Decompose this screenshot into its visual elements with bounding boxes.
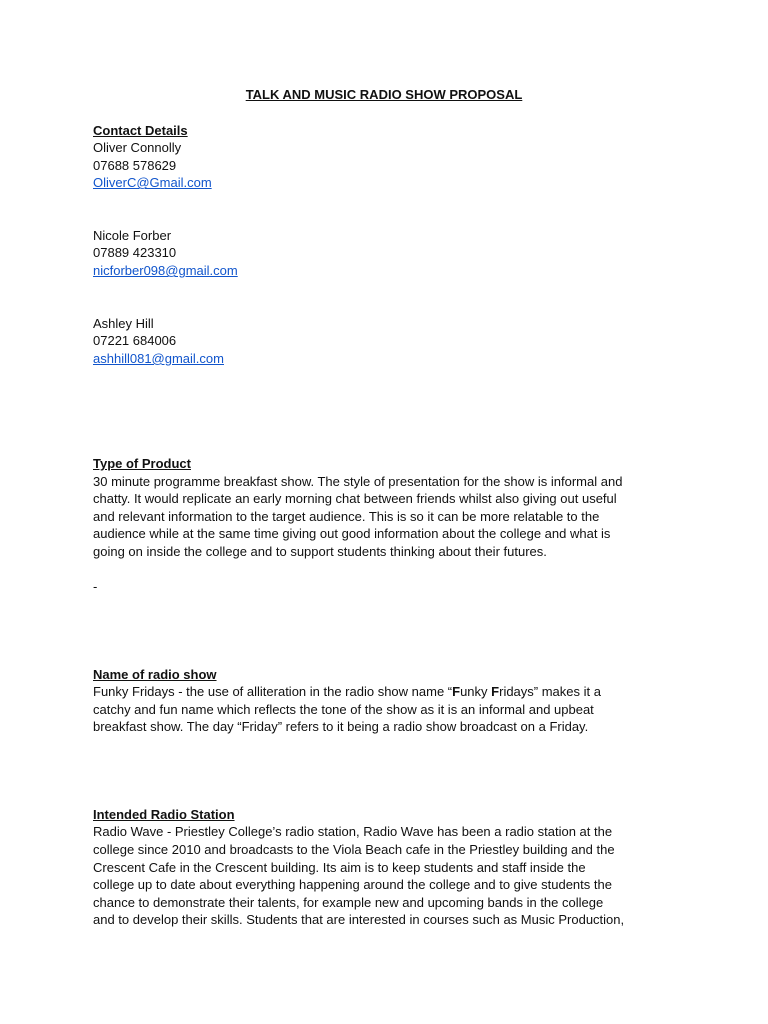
bold-letter: F (491, 684, 500, 700)
spacer (93, 104, 683, 122)
contact-heading: Contact Details (93, 122, 188, 138)
contact-email-link[interactable]: ashhill081@gmail.com (93, 350, 224, 366)
contact-phone: 07688 578629 (93, 157, 177, 173)
show-name-heading: Name of radio show (93, 666, 217, 682)
product-text-line: going on inside the college and to support students thinking about their futures. (93, 543, 547, 559)
station-text-line: college since 2010 and broadcasts to the Viola Beach cafe in the Priestley building and the (93, 842, 615, 858)
product-text-line: 30 minute programme breakfast show. The style of presentation for the show is informal and (93, 473, 623, 489)
station-text-line: college up to date about everything happening around the college and to give students the (93, 877, 612, 893)
station-text-line: Radio Wave - Priestley College’s radio station, Radio Wave has been a radio station at the (93, 824, 613, 840)
station-text-line: chance to demonstrate their talents, for example new and upcoming bands in the college (93, 894, 604, 910)
spacer (93, 280, 683, 315)
document-body (93, 86, 683, 929)
spacer (93, 561, 683, 579)
product-text-line: and relevant information to the target audience. This is so it can be more relatable to the (93, 508, 600, 524)
spacer (93, 437, 683, 455)
show-name-text-line: catchy and fun name which reflects the tone of the show as it is an informal and upbeat (93, 701, 594, 717)
contact-email-link[interactable]: OliverC@Gmail.com (93, 175, 212, 191)
dash-mark: - (93, 579, 98, 594)
spacer (93, 596, 683, 666)
spacer (93, 367, 683, 437)
product-text-line: audience while at the same time giving out good information about the college and what is (93, 526, 611, 542)
contact-phone: 07221 684006 (93, 333, 177, 349)
text-run: Funky Fridays - the use of alliteration in the radio show name “ (93, 684, 453, 700)
station-heading: Intended Radio Station (93, 806, 235, 822)
document-title: TALK AND MUSIC RADIO SHOW PROPOSAL (245, 87, 523, 102)
contact-name: Nicole Forber (93, 227, 172, 243)
contact-email-link[interactable]: nicforber098@gmail.com (93, 263, 238, 279)
contact-phone: 07889 423310 (93, 245, 177, 261)
show-name-text-line (93, 683, 683, 701)
text-run: ridays” makes it a (499, 684, 601, 700)
product-text-line: chatty. It would replicate an early morning chat between friends whilst also giving out useful (93, 491, 617, 507)
show-name-text-line: breakfast show. The day “Friday” refers to it being a radio show broadcast on a Friday. (93, 719, 589, 735)
station-text-line: and to develop their skills. Students that are interested in courses such as Music Production, (93, 912, 625, 928)
spacer (93, 192, 683, 227)
spacer (93, 736, 683, 806)
bold-letter: F (452, 684, 461, 700)
contact-name: Ashley Hill (93, 315, 154, 331)
product-heading: Type of Product (93, 455, 191, 471)
text-run: unky (460, 684, 492, 700)
station-text-line: Crescent Cafe in the Crescent building. Its aim is to keep students and staff inside the (93, 859, 586, 875)
contact-name: Oliver Connolly (93, 140, 182, 156)
